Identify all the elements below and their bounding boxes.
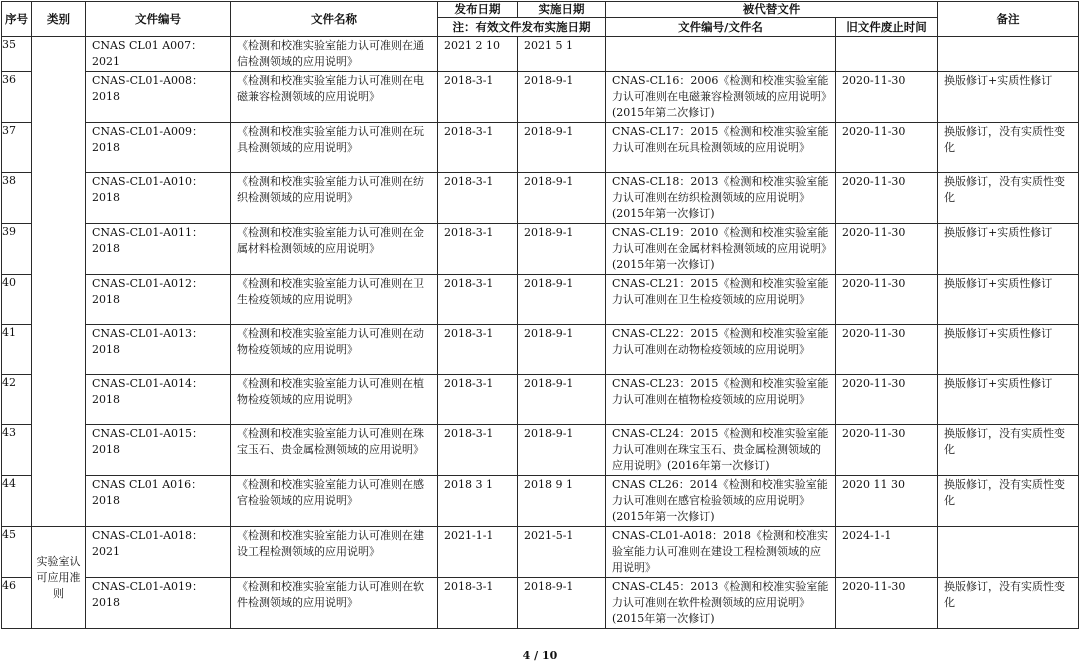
- cell-doc-name: [231, 476, 438, 527]
- cell-pub-date: [438, 72, 518, 123]
- replaced-doc-text: CNAS-CL21：2015《检测和校准实验室能力认可准则在卫生检疫领域的应用说明》: [612, 277, 829, 306]
- row-seq: 37: [2, 123, 32, 173]
- doc-number-text: CNAS-CL01-A009：2018: [92, 125, 204, 154]
- remark-text: 换版修订，没有实质性变化: [944, 175, 1065, 204]
- cell-replaced-doc: [606, 527, 836, 578]
- cell-doc-name: [231, 123, 438, 173]
- doc-name-text: 《检测和校准实验室能力认可准则在卫生检疫领域的应用说明》: [237, 277, 424, 306]
- cell-impl-date: [518, 375, 606, 425]
- cell-doc-number: [86, 375, 231, 425]
- cell-pub-date: [438, 37, 518, 72]
- cell-remark: [938, 375, 1079, 425]
- replaced-doc-text: CNAS-CL17：2015《检测和校准实验室能力认可准则在玩具检测领域的应用说明》: [612, 125, 829, 154]
- cell-replaced-doc: [606, 375, 836, 425]
- cell-impl-date: [518, 173, 606, 224]
- cell-remark: [938, 224, 1079, 275]
- table-row: [2, 325, 1079, 375]
- pub-date-text: 2018-3-1: [444, 427, 494, 440]
- remark-text: 换版修订，没有实质性变化: [944, 478, 1065, 507]
- cell-doc-name: [231, 173, 438, 224]
- doc-name-text: 《检测和校准实验室能力认可准则在感官检验领域的应用说明》: [237, 478, 424, 507]
- doc-number-text: CNAS-CL01-A010：2018: [92, 175, 204, 204]
- cell-remark: [938, 476, 1079, 527]
- cell-remark: [938, 325, 1079, 375]
- cell-doc-number: [86, 72, 231, 123]
- cell-doc-number: [86, 275, 231, 325]
- old-stop-date-text: 2020-11-30: [842, 175, 906, 188]
- table-row: [2, 527, 1079, 578]
- remark-text: 换版修订+实质性修订: [944, 377, 1053, 390]
- cell-remark: [938, 275, 1079, 325]
- doc-name-text: 《检测和校准实验室能力认可准则在珠宝玉石、贵金属检测领域的应用说明》: [237, 427, 424, 456]
- remark-text: [938, 37, 1078, 39]
- cell-impl-date: [518, 325, 606, 375]
- cell-impl-date: [518, 578, 606, 629]
- row-seq: 36: [2, 72, 32, 123]
- doc-number-text: CNAS-CL01-A014：2018: [92, 377, 204, 406]
- cell-replaced-doc: [606, 275, 836, 325]
- header-remark: 备注: [938, 2, 1079, 37]
- table-row: [2, 37, 1079, 72]
- table-row: [2, 123, 1079, 173]
- replaced-doc-text: CNAS-CL19：2010《检测和校准实验室能力认可准则在金属材料检测领域的应用说明》(2015年第一次修订): [612, 226, 829, 271]
- cell-pub-date: [438, 375, 518, 425]
- header-date-note: 注：有效文件发布实施日期: [438, 18, 606, 37]
- cell-replaced-doc: [606, 325, 836, 375]
- replaced-doc-text: CNAS-CL18：2013《检测和校准实验室能力认可准则在纺织检测领域的应用说明》(2015年第一次修订): [612, 175, 829, 220]
- table-row: [2, 224, 1079, 275]
- cell-remark: [938, 425, 1079, 476]
- cell-old-stop-date: [836, 476, 938, 527]
- cell-pub-date: [438, 275, 518, 325]
- cell-replaced-doc: [606, 37, 836, 72]
- cell-doc-number: [86, 527, 231, 578]
- cell-doc-number: [86, 325, 231, 375]
- category-cell-previous: [32, 37, 86, 527]
- cell-impl-date: [518, 275, 606, 325]
- doc-name-text: 《检测和校准实验室能力认可准则在玩具检测领域的应用说明》: [237, 125, 424, 154]
- cell-old-stop-date: [836, 325, 938, 375]
- cell-doc-number: [86, 173, 231, 224]
- cell-doc-number: [86, 123, 231, 173]
- row-seq: 40: [2, 275, 32, 325]
- cell-replaced-doc: [606, 425, 836, 476]
- doc-name-text: 《检测和校准实验室能力认可准则在纺织检测领域的应用说明》: [237, 175, 424, 204]
- row-seq: 45: [2, 527, 32, 578]
- pub-date-text: 2018-3-1: [444, 327, 494, 340]
- table-row: [2, 476, 1079, 527]
- replaced-doc-text: CNAS-CL01-A018：2018《检测和校准实验室能力认可准则在建设工程检测领域的应用说明》: [612, 529, 829, 574]
- cell-replaced-doc: [606, 123, 836, 173]
- header-old-stop: 旧文件废止时间: [836, 18, 938, 37]
- old-stop-date-text: 2020-11-30: [842, 74, 906, 87]
- doc-number-text: CNAS-CL01-A015：2018: [92, 427, 204, 456]
- impl-date-text: 2021 5 1: [524, 39, 573, 52]
- doc-number-text: CNAS-CL01-A018：2021: [92, 529, 204, 558]
- cell-pub-date: [438, 578, 518, 629]
- impl-date-text: 2018-9-1: [524, 74, 574, 87]
- cell-old-stop-date: [836, 72, 938, 123]
- pub-date-text: 2018-3-1: [444, 125, 494, 138]
- cell-doc-number: [86, 476, 231, 527]
- table-row: [2, 375, 1079, 425]
- impl-date-text: 2018-9-1: [524, 377, 574, 390]
- impl-date-text: 2018-9-1: [524, 327, 574, 340]
- remark-text: 换版修订+实质性修订: [944, 226, 1053, 239]
- old-stop-date-text: 2020-11-30: [842, 226, 906, 239]
- old-stop-date-text: [836, 37, 937, 39]
- header-seq: 序号: [2, 2, 32, 37]
- doc-name-text: 《检测和校准实验室能力认可准则在金属材料检测领域的应用说明》: [237, 226, 424, 255]
- cell-remark: [938, 72, 1079, 123]
- impl-date-text: 2018-9-1: [524, 427, 574, 440]
- cell-remark: [938, 527, 1079, 578]
- cell-old-stop-date: [836, 375, 938, 425]
- pub-date-text: 2018 3 1: [444, 478, 493, 491]
- cell-doc-name: [231, 325, 438, 375]
- pub-date-text: 2018-3-1: [444, 175, 494, 188]
- header-category: 类别: [32, 2, 86, 37]
- cell-pub-date: [438, 476, 518, 527]
- cell-old-stop-date: [836, 527, 938, 578]
- cell-impl-date: [518, 425, 606, 476]
- impl-date-text: 2018 9 1: [524, 478, 573, 491]
- cell-pub-date: [438, 527, 518, 578]
- replaced-doc-text: CNAS-CL22：2015《检测和校准实验室能力认可准则在动物检疫领域的应用说明》: [612, 327, 829, 356]
- cell-remark: [938, 37, 1079, 72]
- old-stop-date-text: 2020-11-30: [842, 125, 906, 138]
- cell-remark: [938, 173, 1079, 224]
- table-row: [2, 72, 1079, 123]
- doc-number-text: CNAS-CL01-A011：2018: [92, 226, 204, 255]
- doc-name-text: 《检测和校准实验室能力认可准则在电磁兼容检测领域的应用说明》: [237, 74, 424, 103]
- old-stop-date-text: 2020-11-30: [842, 580, 906, 593]
- remark-text: 换版修订，没有实质性变化: [944, 427, 1065, 456]
- cell-doc-name: [231, 37, 438, 72]
- row-seq: 38: [2, 173, 32, 224]
- impl-date-text: 2018-9-1: [524, 125, 574, 138]
- cell-impl-date: [518, 476, 606, 527]
- impl-date-text: 2018-9-1: [524, 580, 574, 593]
- replaced-doc-text: CNAS-CL23：2015《检测和校准实验室能力认可准则在植物检疫领域的应用说明》: [612, 377, 829, 406]
- cell-old-stop-date: [836, 425, 938, 476]
- cell-doc-number: [86, 224, 231, 275]
- doc-name-text: 《检测和校准实验室能力认可准则在植物检疫领域的应用说明》: [237, 377, 424, 406]
- pub-date-text: 2018-3-1: [444, 226, 494, 239]
- remark-text: 换版修订+实质性修订: [944, 327, 1053, 340]
- page-number: 4 / 10: [522, 649, 558, 662]
- cell-old-stop-date: [836, 173, 938, 224]
- cell-doc-name: [231, 72, 438, 123]
- header-doc-no: 文件编号: [86, 2, 231, 37]
- header-doc-name: 文件名称: [231, 2, 438, 37]
- cell-doc-name: [231, 275, 438, 325]
- row-seq: 43: [2, 425, 32, 476]
- cell-replaced-doc: [606, 578, 836, 629]
- doc-number-text: CNAS-CL01-A013：2018: [92, 327, 204, 356]
- old-stop-date-text: 2020-11-30: [842, 277, 906, 290]
- cell-replaced-doc: [606, 173, 836, 224]
- table-row: [2, 578, 1079, 629]
- impl-date-text: 2018-9-1: [524, 175, 574, 188]
- cell-doc-name: [231, 527, 438, 578]
- row-seq: 35: [2, 37, 32, 72]
- category-cell: 实验室认可应用准则: [32, 527, 86, 629]
- pub-date-text: 2018-3-1: [444, 377, 494, 390]
- row-seq: 44: [2, 476, 32, 527]
- cell-replaced-doc: [606, 224, 836, 275]
- old-stop-date-text: 2020-11-30: [842, 327, 906, 340]
- remark-text: 换版修订，没有实质性变化: [944, 580, 1065, 609]
- cell-doc-number: [86, 578, 231, 629]
- remark-text: 换版修订，没有实质性变化: [944, 125, 1065, 154]
- old-stop-date-text: 2024-1-1: [842, 529, 892, 542]
- cell-pub-date: [438, 224, 518, 275]
- header-impl-date: 实施日期: [518, 2, 606, 18]
- impl-date-text: 2018-9-1: [524, 226, 574, 239]
- cell-impl-date: [518, 37, 606, 72]
- cell-impl-date: [518, 123, 606, 173]
- cell-doc-number: [86, 37, 231, 72]
- replaced-doc-text: CNAS CL26：2014《检测和校准实验室能力认可准则在感官检验领域的应用说明》(2015年第一次修订): [612, 478, 828, 523]
- cell-pub-date: [438, 173, 518, 224]
- header-replaced: 被代替文件: [606, 2, 938, 18]
- old-stop-date-text: 2020-11-30: [842, 377, 906, 390]
- cell-impl-date: [518, 224, 606, 275]
- table-row: [2, 425, 1079, 476]
- old-stop-date-text: 2020-11-30: [842, 427, 906, 440]
- doc-name-text: 《检测和校准实验室能力认可准则在软件检测领域的应用说明》: [237, 580, 424, 609]
- remark-text: 换版修订+实质性修订: [944, 277, 1053, 290]
- replaced-doc-text: [606, 37, 835, 39]
- cell-pub-date: [438, 425, 518, 476]
- old-stop-date-text: 2020 11 30: [842, 478, 905, 491]
- row-seq: 39: [2, 224, 32, 275]
- pub-date-text: 2021 2 10: [444, 39, 500, 52]
- cell-remark: [938, 123, 1079, 173]
- remark-text: 换版修订+实质性修订: [944, 74, 1053, 87]
- cell-replaced-doc: [606, 476, 836, 527]
- cell-doc-name: [231, 375, 438, 425]
- pub-date-text: 2018-3-1: [444, 580, 494, 593]
- table-row: [2, 173, 1079, 224]
- cell-impl-date: [518, 527, 606, 578]
- cell-doc-name: [231, 578, 438, 629]
- replaced-doc-text: CNAS-CL24：2015《检测和校准实验室能力认可准则在珠宝玉石、贵金属检测领域的应用说明》(2016年第一次修订): [612, 427, 829, 472]
- header-pub-date: 发布日期: [438, 2, 518, 18]
- table-row: [2, 275, 1079, 325]
- cell-doc-number: [86, 425, 231, 476]
- impl-date-text: 2018-9-1: [524, 277, 574, 290]
- doc-number-text: CNAS-CL01-A008：2018: [92, 74, 204, 103]
- pub-date-text: 2018-3-1: [444, 277, 494, 290]
- doc-name-text: 《检测和校准实验室能力认可准则在动物检疫领域的应用说明》: [237, 327, 424, 356]
- cell-remark: [938, 578, 1079, 629]
- doc-number-text: CNAS-CL01-A019：2018: [92, 580, 204, 609]
- replaced-doc-text: CNAS-CL45：2013《检测和校准实验室能力认可准则在软件检测领域的应用说明》(2015年第一次修订): [612, 580, 829, 625]
- row-seq: 41: [2, 325, 32, 375]
- cell-old-stop-date: [836, 37, 938, 72]
- doc-number-text: CNAS CL01 A007：2021: [92, 39, 203, 68]
- cell-replaced-doc: [606, 72, 836, 123]
- header-replaced-no-name: 文件编号/文件名: [606, 18, 836, 37]
- cell-pub-date: [438, 123, 518, 173]
- remark-text: [938, 527, 1078, 529]
- cell-old-stop-date: [836, 578, 938, 629]
- cell-old-stop-date: [836, 123, 938, 173]
- pub-date-text: 2021-1-1: [444, 529, 494, 542]
- doc-number-text: CNAS CL01 A016：2018: [92, 478, 203, 507]
- cell-pub-date: [438, 325, 518, 375]
- pub-date-text: 2018-3-1: [444, 74, 494, 87]
- doc-name-text: 《检测和校准实验室能力认可准则在建设工程检测领域的应用说明》: [237, 529, 424, 558]
- impl-date-text: 2021-5-1: [524, 529, 574, 542]
- cell-doc-name: [231, 425, 438, 476]
- row-seq: 46: [2, 578, 32, 629]
- cell-old-stop-date: [836, 224, 938, 275]
- replaced-doc-text: CNAS-CL16：2006《检测和校准实验室能力认可准则在电磁兼容检测领域的应用说明》(2015年第二次修订): [612, 74, 829, 119]
- document-table: [1, 1, 1079, 629]
- cell-doc-name: [231, 224, 438, 275]
- table-body: [2, 37, 1079, 629]
- row-seq: 42: [2, 375, 32, 425]
- doc-number-text: CNAS-CL01-A012：2018: [92, 277, 204, 306]
- cell-impl-date: [518, 72, 606, 123]
- doc-name-text: 《检测和校准实验室能力认可准则在通信检测领域的应用说明》: [237, 39, 424, 68]
- cell-old-stop-date: [836, 275, 938, 325]
